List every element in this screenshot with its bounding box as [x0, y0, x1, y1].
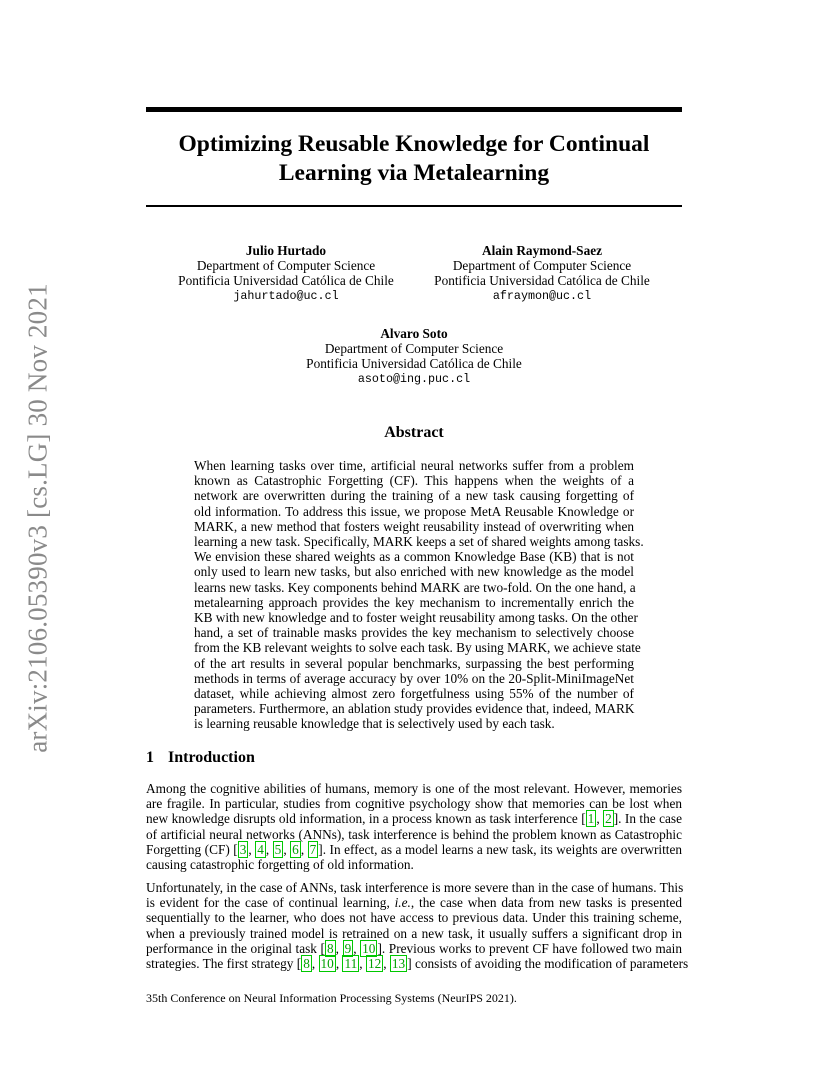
abstract-line: KB with new knowledge and to foster weight reusability among tasks. On the other [194, 610, 638, 626]
author-name: Alain Raymond-Saez [481, 243, 603, 258]
section-heading-introduction [146, 749, 255, 767]
author-department: Department of Computer Science [324, 341, 504, 357]
paragraph-line: Unfortunately, in the case of ANNs, task interference is more severe than in the case of humans. This [146, 880, 684, 895]
author-block-1 [166, 243, 406, 304]
citation-link[interactable]: 10 [320, 956, 334, 972]
author-email: afraymon@uc.cl [492, 288, 592, 303]
abstract-line: is learning reusable knowledge that is selectively used by each task. [194, 716, 555, 732]
citation-link[interactable]: 8 [303, 956, 310, 972]
intro-paragraph-1 [146, 781, 682, 872]
abstract-line: methods in terms of average accuracy by over 10% on the 20-Split-MiniImageNet [194, 670, 634, 686]
citation-link[interactable]: 9 [344, 940, 352, 956]
citation-link[interactable]: 2 [605, 811, 612, 827]
abstract-line: parameters. Furthermore, an ablation study provides evidence that, indeed, MARK [194, 701, 635, 717]
author-name: Julio Hurtado [245, 243, 327, 258]
abstract-line: only used to learn new tasks, but also enriched with new knowledge as the model [194, 564, 634, 580]
citation-link[interactable]: 13 [391, 956, 406, 972]
paragraph-line: are fragile. In particular, studies from cognitive psychology show that memories can be lost when [146, 796, 682, 812]
paragraph-line: performance in the original task [ 8 , 9 , 10 ]. Previous works to prevent CF have followed two main [146, 940, 683, 956]
paper-title [146, 130, 682, 188]
citation-link[interactable]: 11 [344, 956, 358, 972]
abstract-line: known as Catastrophic Forgetting (CF). This happens when the weights of a [194, 473, 634, 489]
citation-link[interactable]: 3 [239, 841, 247, 857]
abstract-line: dataset, while achieving almost zero forgetfulness using 55% of the number of [194, 686, 634, 702]
paragraph-line: sequentially to the learner, who does not have access to previous data. Under this training scheme, [146, 910, 682, 926]
abstract-body [194, 458, 644, 732]
title-line-1: Optimizing Reusable Knowledge for Continual [178, 131, 650, 157]
paragraph-line: strategies. The first strategy [ 8 , 10 , 11 , 12 , 13 ] consists of avoiding the modification of parameters [146, 956, 689, 972]
author-block-2 [420, 243, 664, 304]
author-university: Pontificia Universidad Católica de Chile [178, 273, 394, 289]
title-rule-top [146, 107, 682, 112]
abstract-heading: Abstract [384, 424, 444, 441]
author-email: jahurtado@uc.cl [233, 288, 339, 303]
paragraph-line: causing catastrophic forgetting of old information. [146, 857, 414, 873]
author-university: Pontificia Universidad Católica de Chile [306, 356, 522, 372]
paragraph-line: is evident for the case of continual learning, i.e., the case when data from new tasks is presented [146, 895, 682, 911]
conference-footer: 35th Conference on Neural Information Processing Systems (NeurIPS 2021). [146, 991, 517, 1005]
abstract-line: learning a new task. Specifically, MARK keeps a set of shared weights among tasks. [194, 534, 644, 550]
paragraph-line: Forgetting (CF) [ 3 , 4 , 5 , 6 , 7 ]. In effect, as a model learns a new task, its weights are overwritten [146, 841, 683, 857]
citation-link[interactable]: 1 [587, 811, 595, 827]
author-name: Alvaro Soto [380, 326, 448, 341]
section-number: 1 [146, 749, 154, 766]
paragraph-line: Among the cognitive abilities of humans, memory is one of the most relevant. However, memories [146, 781, 682, 796]
citation-link[interactable]: 7 [309, 841, 317, 857]
paragraph-line: of artificial neural networks (ANNs), task interference is behind the problem known as Catastrophic [146, 826, 682, 842]
citation-link[interactable]: 5 [274, 841, 282, 857]
abstract-line: of the art results in several popular benchmarks, surpassing the best performing [194, 655, 634, 671]
citation-link[interactable]: 4 [257, 841, 264, 857]
abstract-line: from the KB relevant weights to solve each task. By using MARK, we achieve state [194, 640, 641, 656]
author-block-3 [294, 326, 534, 387]
citation-link[interactable]: 6 [292, 841, 299, 857]
paragraph-line: new knowledge disrupts old information, in a process known as task interference [ 1 , 2 ]. In the case [146, 811, 682, 827]
abstract-line: We envision these shared weights as a common Knowledge Base (KB) that is not [194, 549, 634, 565]
author-email: asoto@ing.puc.cl [357, 371, 471, 386]
intro-paragraph-2 [146, 880, 689, 972]
arxiv-stamp-text: arXiv:2106.05390v3 [cs.LG] 30 Nov 2021 [22, 283, 53, 753]
arxiv-stamp [18, 278, 58, 758]
title-rule-bottom [146, 205, 682, 207]
abstract-line: MARK, a new method that fosters weight reusability instead of overwriting when [194, 518, 634, 534]
citation-link[interactable]: 12 [367, 956, 382, 972]
author-university: Pontificia Universidad Católica de Chile [434, 273, 650, 289]
abstract-line: hand, a set of trainable masks provides the key mechanism to selectively choose [194, 625, 634, 641]
citation-link[interactable]: 8 [326, 940, 334, 956]
abstract-line: metalearning approach provides the key mechanism to incrementally enrich the [194, 594, 634, 610]
author-department: Department of Computer Science [452, 258, 632, 274]
paragraph-line: when a previously trained model is retrained on a new task, it usually suffers a significant drop in [146, 925, 682, 941]
section-title: Introduction [168, 749, 255, 766]
author-department: Department of Computer Science [196, 258, 376, 274]
citation-link[interactable]: 10 [362, 940, 376, 956]
abstract-line: When learning tasks over time, artificial neural networks suffer from a problem [194, 458, 634, 473]
abstract-line: learns new tasks. Key components behind MARK are two-fold. On the one hand, a [194, 579, 636, 595]
abstract-line: network are overwritten during the training of a new task causing forgetting of [194, 488, 634, 504]
abstract-line: old information. To address this issue, we propose MetA Reusable Knowledge or [194, 503, 634, 519]
title-line-2: Learning via Metalearning [278, 160, 550, 186]
